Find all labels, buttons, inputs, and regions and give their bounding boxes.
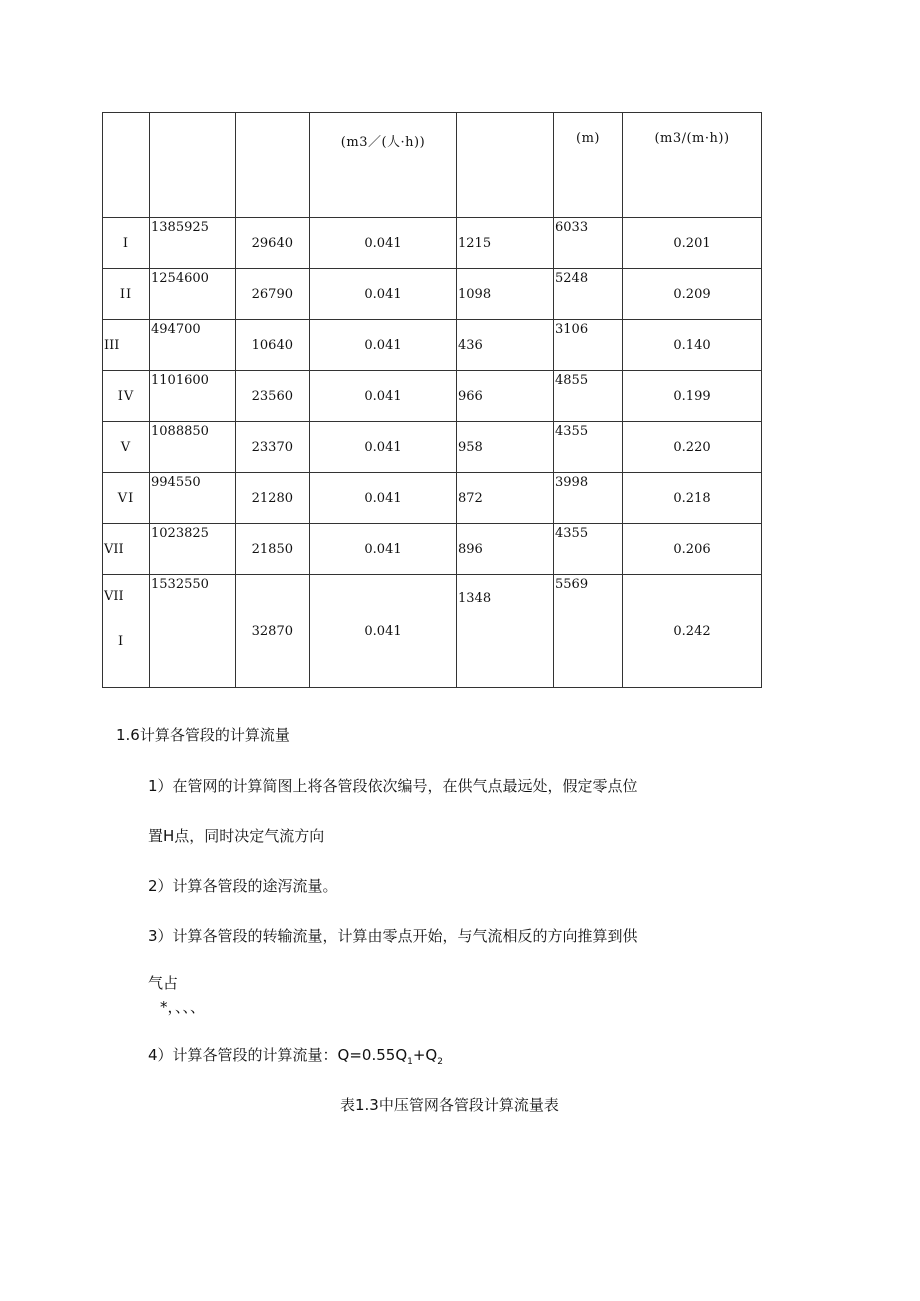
cell-value: 896 [457,524,554,575]
flow-data-table [102,112,762,688]
row-id: VI [103,473,150,524]
formula-text: 4）计算各管段的计算流量：Q=0.55Q [148,1046,408,1064]
step-4-formula [148,1044,443,1067]
cell-value: 436 [457,320,554,371]
cell-value: 0.140 [623,320,762,371]
cell-value: 1098 [457,269,554,320]
cell-value: 0.041 [310,320,457,371]
table-row [103,320,762,371]
cell-value: 1348 [457,575,554,688]
header-cell [103,113,150,218]
cell-value: 0.041 [310,371,457,422]
table-row [103,269,762,320]
cell-value: 26790 [236,269,310,320]
header-cell [623,113,762,218]
cell-value: 1023825 [150,524,236,575]
step-3-line-1: 3）计算各管段的转输流量，计算由零点开始，与气流相反的方向推算到供 [148,927,638,945]
cell-value: 3106 [554,320,623,371]
row-id: IV [103,371,150,422]
cell-value: 21280 [236,473,310,524]
cell-value: 0.218 [623,473,762,524]
header-cell [310,113,457,218]
header-cell [150,113,236,218]
cell-value: 4855 [554,371,623,422]
row-id [103,575,150,688]
cell-value: 1215 [457,218,554,269]
row-id: II [103,269,150,320]
row-id: VII [103,524,150,575]
cell-value: 0.041 [310,422,457,473]
cell-value: 0.041 [310,269,457,320]
table-row [103,473,762,524]
cell-value: 0.199 [623,371,762,422]
cell-value: 5569 [554,575,623,688]
cell-value: 1385925 [150,218,236,269]
unit-per-meter-hour: (m3/(m·h)) [654,131,730,146]
cell-value: 6033 [554,218,623,269]
table-row [103,575,762,688]
cell-value: 0.220 [623,422,762,473]
step-2: 2）计算各管段的途泻流量。 [148,877,338,895]
cell-value: 5248 [554,269,623,320]
table-row [103,371,762,422]
table-row [103,524,762,575]
header-cell [554,113,623,218]
cell-value: 23370 [236,422,310,473]
cell-value: 0.209 [623,269,762,320]
cell-value: 32870 [236,575,310,688]
cell-value: 494700 [150,320,236,371]
step-1-line-1: 1）在管网的计算简图上将各管段依次编号，在供气点最远处，假定零点位 [148,777,638,795]
unit-meters: (m) [576,131,600,146]
table-row [103,422,762,473]
row-id: V [103,422,150,473]
table-row [103,218,762,269]
cell-value: 1101600 [150,371,236,422]
cell-value: 29640 [236,218,310,269]
section-title: 1.6计算各管段的计算流量 [116,726,290,744]
cell-value: 21850 [236,524,310,575]
formula-subscript-1: 1 [407,1057,413,1067]
cell-value: 3998 [554,473,623,524]
cell-value: 0.041 [310,524,457,575]
step-1-line-2: 置H点，同时决定气流方向 [148,827,325,845]
row-id-line1: VII [104,589,124,604]
cell-value: 10640 [236,320,310,371]
header-cell [457,113,554,218]
cell-value: 872 [457,473,554,524]
formula-plus: +Q [412,1046,438,1064]
table-header-row [103,113,762,218]
cell-value: 966 [457,371,554,422]
row-id: I [103,218,150,269]
cell-value: 1532550 [150,575,236,688]
cell-value: 0.206 [623,524,762,575]
step-3-line-3: *，、、、 [160,998,206,1016]
header-cell [236,113,310,218]
table-caption: 表1.3中压管网各管段计算流量表 [340,1096,559,1114]
cell-value: 994550 [150,473,236,524]
cell-value: 0.041 [310,473,457,524]
cell-value: 0.201 [623,218,762,269]
formula-subscript-2: 2 [437,1057,443,1067]
cell-value: 0.041 [310,218,457,269]
cell-value: 0.242 [623,575,762,688]
row-id-line2: I [118,634,124,649]
cell-value: 1088850 [150,422,236,473]
cell-value: 0.041 [310,575,457,688]
unit-per-person-hour: (m3／(人·h)) [340,135,426,150]
cell-value: 4355 [554,524,623,575]
cell-value: 4355 [554,422,623,473]
step-3-line-2: 气占 [148,974,179,992]
cell-value: 958 [457,422,554,473]
row-id: III [103,320,150,371]
cell-value: 23560 [236,371,310,422]
cell-value: 1254600 [150,269,236,320]
